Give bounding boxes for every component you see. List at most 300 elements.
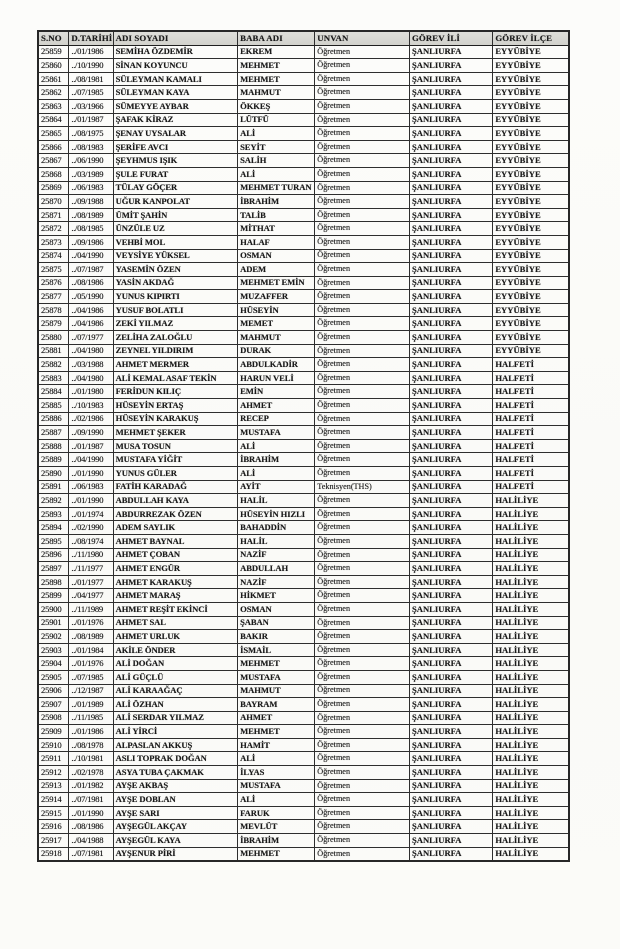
cell-birth-date: ../01/1976 [69, 657, 113, 671]
cell-full-name: AYŞEGÜL AKÇAY [113, 820, 238, 834]
cell-serial-no: 25891 [38, 480, 69, 494]
cell-serial-no: 25862 [38, 86, 69, 100]
cell-title: Öğretmen [315, 276, 410, 290]
cell-father-name: MİTHAT [238, 222, 315, 236]
cell-birth-date: ../06/1983 [69, 181, 113, 195]
cell-father-name: HAMİT [238, 738, 315, 752]
cell-title: Öğretmen [315, 467, 410, 481]
cell-district: HALİLİYE [493, 820, 569, 834]
cell-full-name: ALİ KEMAL ASAF TEKİN [113, 371, 238, 385]
table-row [38, 208, 569, 222]
cell-title: Öğretmen [315, 575, 410, 589]
cell-birth-date: ../04/1980 [69, 371, 113, 385]
cell-birth-date: ../07/1985 [69, 670, 113, 684]
cell-province: ŞANLIURFA [409, 630, 492, 644]
cell-serial-no: 25865 [38, 127, 69, 141]
cell-serial-no: 25867 [38, 154, 69, 168]
cell-father-name: HALAF [238, 235, 315, 249]
table-row [38, 820, 569, 834]
cell-father-name: İBRAHİM [238, 453, 315, 467]
cell-province: ŞANLIURFA [409, 616, 492, 630]
column-header-province: GÖREV İLİ [409, 31, 492, 45]
table-row [38, 235, 569, 249]
cell-title: Öğretmen [315, 534, 410, 548]
cell-province: ŞANLIURFA [409, 45, 492, 59]
cell-full-name: ŞULE FURAT [113, 167, 238, 181]
cell-birth-date: ../04/1980 [69, 344, 113, 358]
cell-province: ŞANLIURFA [409, 507, 492, 521]
cell-birth-date: ../01/1987 [69, 439, 113, 453]
column-header-birth-date: D.TARİHİ [69, 31, 113, 45]
cell-serial-no: 25878 [38, 303, 69, 317]
cell-serial-no: 25910 [38, 738, 69, 752]
cell-province: ŞANLIURFA [409, 847, 492, 861]
table-row [38, 725, 569, 739]
cell-birth-date: ../04/1977 [69, 589, 113, 603]
cell-birth-date: ../04/1990 [69, 453, 113, 467]
cell-province: ŞANLIURFA [409, 521, 492, 535]
cell-province: ŞANLIURFA [409, 276, 492, 290]
cell-province: ŞANLIURFA [409, 602, 492, 616]
table-row [38, 534, 569, 548]
cell-district: EYYÜBİYE [493, 181, 569, 195]
cell-district: HALİLİYE [493, 494, 569, 508]
cell-province: ŞANLIURFA [409, 562, 492, 576]
table-row [38, 59, 569, 73]
cell-province: ŞANLIURFA [409, 154, 492, 168]
cell-title: Öğretmen [315, 99, 410, 113]
cell-serial-no: 25914 [38, 793, 69, 807]
cell-province: ŞANLIURFA [409, 181, 492, 195]
cell-father-name: MAHMUT [238, 331, 315, 345]
cell-province: ŞANLIURFA [409, 834, 492, 848]
cell-full-name: HÜSEYİN ERTAŞ [113, 399, 238, 413]
cell-district: HALİLİYE [493, 847, 569, 861]
cell-serial-no: 25902 [38, 630, 69, 644]
cell-province: ŞANLIURFA [409, 290, 492, 304]
cell-serial-no: 25866 [38, 140, 69, 154]
cell-father-name: MUSTAFA [238, 670, 315, 684]
cell-province: ŞANLIURFA [409, 657, 492, 671]
table-row [38, 657, 569, 671]
cell-birth-date: ../11/1980 [69, 548, 113, 562]
cell-district: EYYÜBİYE [493, 127, 569, 141]
cell-father-name: BAYRAM [238, 698, 315, 712]
cell-serial-no: 25900 [38, 602, 69, 616]
cell-father-name: OSMAN [238, 249, 315, 263]
cell-father-name: ALİ [238, 793, 315, 807]
cell-full-name: AHMET BAYNAL [113, 534, 238, 548]
cell-serial-no: 25904 [38, 657, 69, 671]
table-row [38, 222, 569, 236]
cell-district: EYYÜBİYE [493, 222, 569, 236]
cell-father-name: SEYİT [238, 140, 315, 154]
cell-birth-date: ../03/1988 [69, 358, 113, 372]
cell-district: EYYÜBİYE [493, 208, 569, 222]
cell-father-name: MEMET [238, 317, 315, 331]
cell-title: Teknisyen(THS) [315, 480, 410, 494]
cell-title: Öğretmen [315, 439, 410, 453]
table-row [38, 344, 569, 358]
cell-father-name: MEHMET EMİN [238, 276, 315, 290]
table-row [38, 494, 569, 508]
cell-full-name: ÜNZÜLE UZ [113, 222, 238, 236]
table-row [38, 711, 569, 725]
cell-father-name: MEHMET [238, 657, 315, 671]
cell-birth-date: ../07/1987 [69, 263, 113, 277]
cell-birth-date: ../10/1981 [69, 752, 113, 766]
cell-father-name: MEHMET [238, 59, 315, 73]
cell-title: Öğretmen [315, 738, 410, 752]
cell-province: ŞANLIURFA [409, 766, 492, 780]
cell-father-name: ABDULKADİR [238, 358, 315, 372]
table-row [38, 113, 569, 127]
cell-district: HALFETİ [493, 439, 569, 453]
table-row [38, 806, 569, 820]
cell-province: ŞANLIURFA [409, 725, 492, 739]
cell-birth-date: ../08/1986 [69, 820, 113, 834]
cell-title: Öğretmen [315, 412, 410, 426]
cell-father-name: LÜTFÜ [238, 113, 315, 127]
cell-birth-date: ../07/1981 [69, 793, 113, 807]
cell-father-name: ALİ [238, 439, 315, 453]
table-row [38, 167, 569, 181]
cell-district: EYYÜBİYE [493, 235, 569, 249]
cell-province: ŞANLIURFA [409, 358, 492, 372]
table-row [38, 738, 569, 752]
cell-full-name: ÜMİT ŞAHİN [113, 208, 238, 222]
cell-province: ŞANLIURFA [409, 303, 492, 317]
cell-serial-no: 25871 [38, 208, 69, 222]
cell-birth-date: ../11/1985 [69, 711, 113, 725]
cell-title: Öğretmen [315, 602, 410, 616]
table-row [38, 467, 569, 481]
cell-birth-date: ../06/1990 [69, 154, 113, 168]
cell-serial-no: 25859 [38, 45, 69, 59]
cell-serial-no: 25864 [38, 113, 69, 127]
cell-province: ŞANLIURFA [409, 589, 492, 603]
cell-district: EYYÜBİYE [493, 263, 569, 277]
cell-province: ŞANLIURFA [409, 167, 492, 181]
cell-serial-no: 25911 [38, 752, 69, 766]
cell-full-name: ALİ GÜÇLÜ [113, 670, 238, 684]
cell-full-name: ASLI TOPRAK DOĞAN [113, 752, 238, 766]
cell-serial-no: 25917 [38, 834, 69, 848]
cell-province: ŞANLIURFA [409, 113, 492, 127]
cell-district: HALİLİYE [493, 643, 569, 657]
table-row [38, 630, 569, 644]
cell-full-name: ALİ YİRCİ [113, 725, 238, 739]
cell-full-name: ALİ DOĞAN [113, 657, 238, 671]
cell-birth-date: ../01/1977 [69, 575, 113, 589]
cell-full-name: AYŞENUR PİRİ [113, 847, 238, 861]
cell-title: Öğretmen [315, 589, 410, 603]
cell-title: Öğretmen [315, 249, 410, 263]
cell-district: HALİLİYE [493, 766, 569, 780]
cell-full-name: AYŞE AKBAŞ [113, 779, 238, 793]
cell-district: HALİLİYE [493, 548, 569, 562]
cell-full-name: SİNAN KOYUNCU [113, 59, 238, 73]
cell-province: ŞANLIURFA [409, 684, 492, 698]
cell-birth-date: ../06/1983 [69, 480, 113, 494]
cell-district: HALİLİYE [493, 589, 569, 603]
cell-district: HALİLİYE [493, 698, 569, 712]
cell-district: EYYÜBİYE [493, 249, 569, 263]
cell-district: HALFETİ [493, 385, 569, 399]
cell-birth-date: ../01/1989 [69, 698, 113, 712]
cell-province: ŞANLIURFA [409, 752, 492, 766]
cell-district: HALİLİYE [493, 575, 569, 589]
cell-father-name: MAHMUT [238, 684, 315, 698]
cell-province: ŞANLIURFA [409, 72, 492, 86]
column-header-father-name: BABA ADI [238, 31, 315, 45]
cell-father-name: TALİB [238, 208, 315, 222]
cell-father-name: ABDULLAH [238, 562, 315, 576]
cell-serial-no: 25876 [38, 276, 69, 290]
cell-serial-no: 25892 [38, 494, 69, 508]
cell-province: ŞANLIURFA [409, 235, 492, 249]
cell-full-name: ABDURREZAK ÖZEN [113, 507, 238, 521]
cell-birth-date: ../08/1975 [69, 127, 113, 141]
cell-province: ŞANLIURFA [409, 371, 492, 385]
cell-father-name: İBRAHİM [238, 195, 315, 209]
cell-father-name: HİKMET [238, 589, 315, 603]
cell-full-name: ŞEYHMUS IŞIK [113, 154, 238, 168]
table-row [38, 575, 569, 589]
cell-district: EYYÜBİYE [493, 317, 569, 331]
table-row [38, 766, 569, 780]
cell-province: ŞANLIURFA [409, 385, 492, 399]
cell-birth-date: ../02/1986 [69, 412, 113, 426]
cell-father-name: ALİ [238, 752, 315, 766]
cell-title: Öğretmen [315, 643, 410, 657]
cell-serial-no: 25901 [38, 616, 69, 630]
cell-birth-date: ../01/1990 [69, 494, 113, 508]
table-row [38, 698, 569, 712]
table-row [38, 548, 569, 562]
table-row [38, 480, 569, 494]
cell-full-name: TÜLAY GÖÇER [113, 181, 238, 195]
cell-province: ŞANLIURFA [409, 86, 492, 100]
cell-title: Öğretmen [315, 303, 410, 317]
cell-full-name: ŞENAY UYSALAR [113, 127, 238, 141]
cell-title: Öğretmen [315, 766, 410, 780]
cell-district: HALİLİYE [493, 657, 569, 671]
cell-serial-no: 25874 [38, 249, 69, 263]
cell-full-name: AHMET KARAKUŞ [113, 575, 238, 589]
cell-title: Öğretmen [315, 371, 410, 385]
cell-district: EYYÜBİYE [493, 45, 569, 59]
cell-father-name: MEHMET TURAN [238, 181, 315, 195]
cell-father-name: MEHMET [238, 725, 315, 739]
cell-title: Öğretmen [315, 399, 410, 413]
cell-full-name: AYŞE DOBLAN [113, 793, 238, 807]
cell-father-name: AHMET [238, 399, 315, 413]
column-header-serial-no: S.NO [38, 31, 69, 45]
cell-birth-date: ../02/1990 [69, 521, 113, 535]
cell-district: HALFETİ [493, 399, 569, 413]
cell-title: Öğretmen [315, 684, 410, 698]
cell-birth-date: ../05/1990 [69, 290, 113, 304]
cell-birth-date: ../10/1990 [69, 59, 113, 73]
cell-province: ŞANLIURFA [409, 779, 492, 793]
cell-full-name: ZELİHA ZALOĞLU [113, 331, 238, 345]
cell-birth-date: ../08/1986 [69, 276, 113, 290]
cell-province: ŞANLIURFA [409, 793, 492, 807]
cell-serial-no: 25870 [38, 195, 69, 209]
table-row [38, 181, 569, 195]
cell-birth-date: ../04/1986 [69, 317, 113, 331]
cell-province: ŞANLIURFA [409, 548, 492, 562]
cell-title: Öğretmen [315, 263, 410, 277]
cell-full-name: ALİ SERDAR YILMAZ [113, 711, 238, 725]
cell-birth-date: ../10/1983 [69, 399, 113, 413]
table-row [38, 154, 569, 168]
cell-birth-date: ../08/1989 [69, 208, 113, 222]
column-header-full-name: ADI SOYADI [113, 31, 238, 45]
cell-full-name: AHMET ÇOBAN [113, 548, 238, 562]
cell-father-name: ADEM [238, 263, 315, 277]
table-row [38, 453, 569, 467]
cell-province: ŞANLIURFA [409, 738, 492, 752]
cell-province: ŞANLIURFA [409, 263, 492, 277]
cell-title: Öğretmen [315, 630, 410, 644]
cell-title: Öğretmen [315, 616, 410, 630]
cell-serial-no: 25873 [38, 235, 69, 249]
cell-title: Öğretmen [315, 235, 410, 249]
cell-full-name: YASİN AKDAĞ [113, 276, 238, 290]
cell-birth-date: ../01/1984 [69, 643, 113, 657]
cell-birth-date: ../01/1987 [69, 113, 113, 127]
cell-birth-date: ../01/1990 [69, 806, 113, 820]
cell-birth-date: ../04/1988 [69, 834, 113, 848]
cell-birth-date: ../07/1977 [69, 331, 113, 345]
cell-province: ŞANLIURFA [409, 494, 492, 508]
cell-serial-no: 25882 [38, 358, 69, 372]
cell-father-name: MEHMET [238, 847, 315, 861]
cell-district: HALİLİYE [493, 534, 569, 548]
cell-title: Öğretmen [315, 494, 410, 508]
cell-title: Öğretmen [315, 222, 410, 236]
table-row [38, 140, 569, 154]
cell-father-name: ÖKKEŞ [238, 99, 315, 113]
table-row [38, 331, 569, 345]
table-row [38, 616, 569, 630]
cell-serial-no: 25903 [38, 643, 69, 657]
cell-district: EYYÜBİYE [493, 86, 569, 100]
cell-province: ŞANLIURFA [409, 331, 492, 345]
cell-father-name: DURAK [238, 344, 315, 358]
cell-title: Öğretmen [315, 847, 410, 861]
cell-birth-date: ../07/1985 [69, 86, 113, 100]
table-row [38, 358, 569, 372]
cell-district: HALFETİ [493, 358, 569, 372]
cell-province: ŞANLIURFA [409, 820, 492, 834]
cell-serial-no: 25906 [38, 684, 69, 698]
cell-title: Öğretmen [315, 113, 410, 127]
cell-full-name: MUSA TOSUN [113, 439, 238, 453]
cell-father-name: ALİ [238, 167, 315, 181]
cell-province: ŞANLIURFA [409, 208, 492, 222]
cell-district: HALİLİYE [493, 711, 569, 725]
cell-serial-no: 25888 [38, 439, 69, 453]
cell-district: HALİLİYE [493, 521, 569, 535]
cell-father-name: BAHADDİN [238, 521, 315, 535]
cell-full-name: ASYA TUBA ÇAKMAK [113, 766, 238, 780]
table-row [38, 684, 569, 698]
cell-birth-date: ../08/1974 [69, 534, 113, 548]
cell-father-name: NAZİF [238, 548, 315, 562]
table-row [38, 589, 569, 603]
table-row [38, 779, 569, 793]
cell-district: HALİLİYE [493, 616, 569, 630]
cell-full-name: AHMET MARAŞ [113, 589, 238, 603]
cell-serial-no: 25887 [38, 426, 69, 440]
cell-father-name: EKREM [238, 45, 315, 59]
cell-birth-date: ../08/1978 [69, 738, 113, 752]
cell-father-name: EMİN [238, 385, 315, 399]
cell-serial-no: 25908 [38, 711, 69, 725]
cell-province: ŞANLIURFA [409, 480, 492, 494]
cell-serial-no: 25868 [38, 167, 69, 181]
table-row [38, 45, 569, 59]
column-header-title: UNVAN [315, 31, 410, 45]
cell-district: HALİLİYE [493, 562, 569, 576]
table-row [38, 371, 569, 385]
cell-district: EYYÜBİYE [493, 154, 569, 168]
cell-title: Öğretmen [315, 521, 410, 535]
cell-serial-no: 25912 [38, 766, 69, 780]
cell-title: Öğretmen [315, 331, 410, 345]
cell-serial-no: 25880 [38, 331, 69, 345]
cell-father-name: MUSTAFA [238, 426, 315, 440]
cell-birth-date: ../03/1989 [69, 167, 113, 181]
cell-serial-no: 25860 [38, 59, 69, 73]
cell-father-name: HALİL [238, 534, 315, 548]
cell-province: ŞANLIURFA [409, 59, 492, 73]
cell-full-name: ABDULLAH KAYA [113, 494, 238, 508]
cell-father-name: OSMAN [238, 602, 315, 616]
cell-birth-date: ../09/1988 [69, 195, 113, 209]
cell-serial-no: 25907 [38, 698, 69, 712]
cell-serial-no: 25918 [38, 847, 69, 861]
cell-province: ŞANLIURFA [409, 439, 492, 453]
cell-full-name: SÜMEYYE AYBAR [113, 99, 238, 113]
cell-serial-no: 25889 [38, 453, 69, 467]
cell-full-name: AYŞE SARI [113, 806, 238, 820]
cell-district: EYYÜBİYE [493, 72, 569, 86]
cell-district: HALFETİ [493, 480, 569, 494]
cell-title: Öğretmen [315, 127, 410, 141]
cell-district: EYYÜBİYE [493, 331, 569, 345]
column-header-district: GÖREV İLÇE [493, 31, 569, 45]
cell-father-name: HÜSEYİN [238, 303, 315, 317]
cell-district: EYYÜBİYE [493, 344, 569, 358]
cell-birth-date: ../04/1990 [69, 249, 113, 263]
cell-title: Öğretmen [315, 562, 410, 576]
table-row [38, 249, 569, 263]
cell-title: Öğretmen [315, 779, 410, 793]
cell-district: HALİLİYE [493, 779, 569, 793]
cell-serial-no: 25883 [38, 371, 69, 385]
cell-district: HALİLİYE [493, 752, 569, 766]
cell-birth-date: ../01/1974 [69, 507, 113, 521]
cell-full-name: ZEYNEL YILDIRIM [113, 344, 238, 358]
table-row [38, 847, 569, 861]
cell-title: Öğretmen [315, 426, 410, 440]
cell-title: Öğretmen [315, 752, 410, 766]
cell-title: Öğretmen [315, 385, 410, 399]
